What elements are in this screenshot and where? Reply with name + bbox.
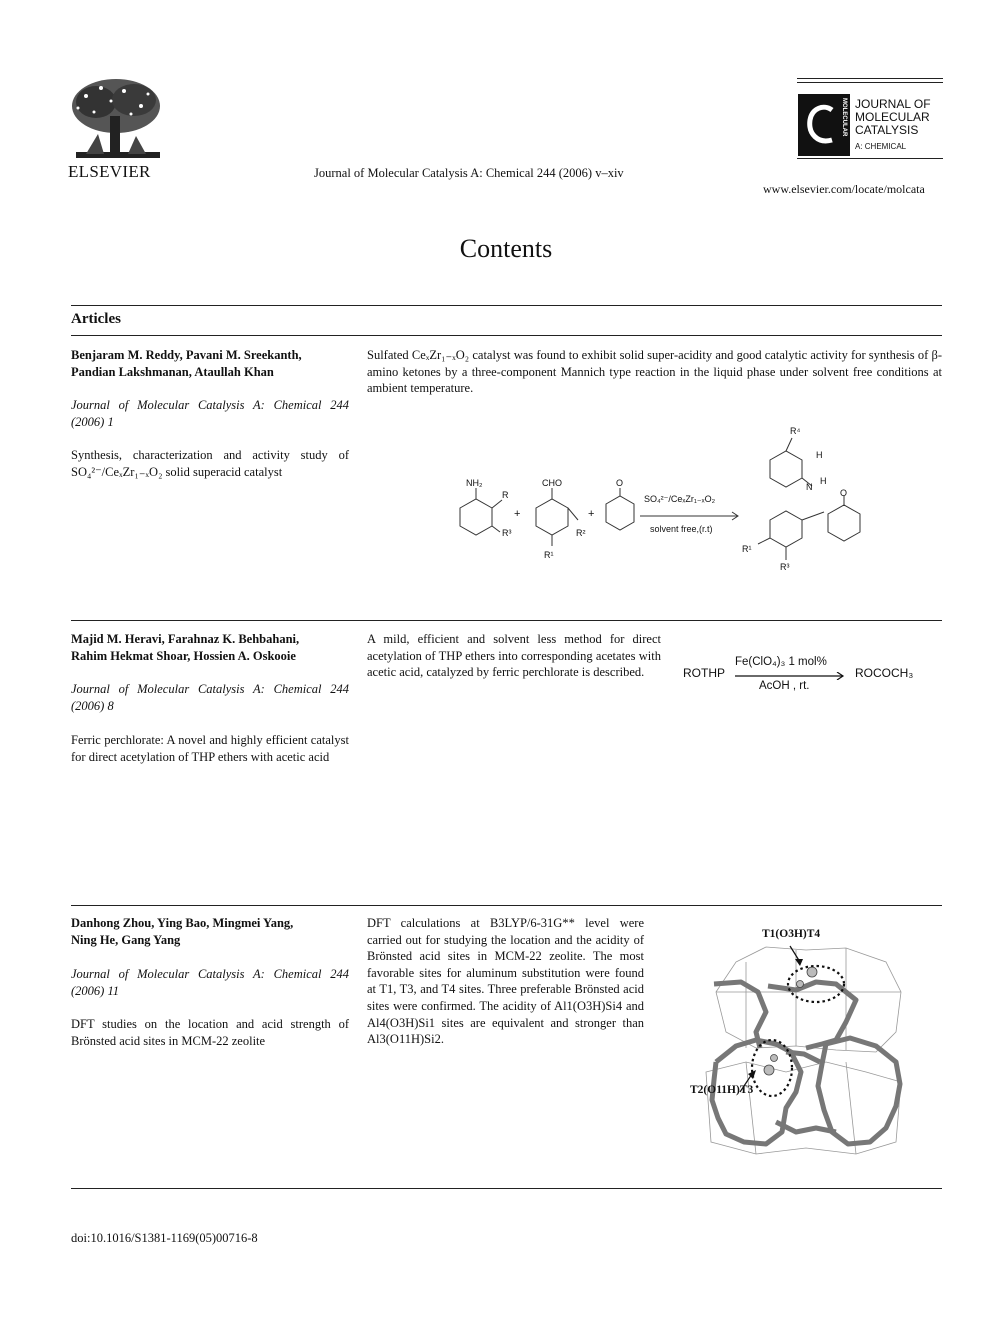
elsevier-tree-icon [66, 76, 166, 162]
article-title: Ferric perchlorate: A novel and highly efficient catalyst for direct acetylation of THP ethers with acetic acid [71, 733, 349, 764]
scheme-label: R³ [502, 528, 512, 538]
scheme-label: R⁴ [790, 426, 801, 436]
scheme-label: SO₄²⁻/CeₓZr₁₋ₓO₂ [644, 494, 716, 504]
publisher-name: ELSEVIER [68, 162, 151, 181]
journal-citation: Journal of Molecular Catalysis A: Chemical 244 (2006) v–xiv [314, 166, 624, 180]
scheme-label: N [806, 482, 813, 492]
scheme-label: H [820, 476, 827, 486]
figure-label-top: T1(O3H)T4 [762, 928, 821, 940]
journal-logo-side: MOLECULAR [841, 98, 847, 137]
scheme-label: H [816, 450, 823, 460]
acetylation-scheme [683, 654, 933, 698]
article-abstract: DFT calculations at B3LYP/6-31G** level were carried out for studying the location and the acidity of Brönsted acid sites in MCM-22 zeolite. The most favorable sites for aluminum substitution were found at T1, T3, and T4 sites. Three preferable Brönsted acid sites were confirmed. The acidity of Al1(O3H)Si4 and Al4(O3H)Si1 sites are equivalent and stronger than Al3(O11H)Si2. [367, 916, 644, 1047]
scheme-label: R¹ [544, 550, 554, 560]
figure-label-left: T2(O11H)T3 [690, 1084, 754, 1096]
page-title: Contents [459, 234, 553, 263]
journal-logo-line: JOURNAL OF [855, 97, 931, 111]
scheme-label: CHO [542, 478, 562, 488]
scheme-label: solvent free,(r.t) [650, 524, 713, 534]
scheme-label: R [502, 490, 509, 500]
article-title: DFT studies on the location and acid strength of Brönsted acid sites in MCM-22 zeolite [71, 1017, 349, 1048]
article-abstract: Sulfated CeₓZr₁₋ₓO₂ catalyst was found to exhibit solid super-acidity and good catalytic activity for synthesis of β-amino ketones by a three-component Mannich type reaction in the liquid phase under solvent free conditions at ambient temperature. [367, 348, 942, 396]
article-abstract: A mild, efficient and solvent less method for direct acetylation of THP ethers into corresponding acetates with acetic acid, catalyzed by ferric perchlorate is described. [367, 632, 661, 680]
scheme-label: R² [576, 528, 586, 538]
article-authors: Danhong Zhou, Ying Bao, Mingmei Yang, Ning He, Gang Yang [71, 916, 294, 947]
journal-url[interactable]: www.elsevier.com/locate/molcata [763, 182, 925, 196]
scheme-label: O [616, 478, 624, 488]
article-citation[interactable]: Journal of Molecular Catalysis A: Chemical 244 (2006) 1 [71, 398, 349, 429]
scheme-label: NH₂ [466, 478, 483, 488]
article-citation[interactable]: Journal of Molecular Catalysis A: Chemical 244 (2006) 11 [71, 967, 349, 998]
article-citation[interactable]: Journal of Molecular Catalysis A: Chemical 244 (2006) 8 [71, 682, 349, 713]
journal-logo-line: MOLECULAR [855, 110, 930, 124]
section-heading: Articles [71, 311, 121, 327]
journal-logo [797, 78, 943, 162]
scheme-label: R¹ [742, 544, 752, 554]
scheme-label: R³ [780, 562, 790, 572]
journal-logo-line: A: CHEMICAL [855, 142, 907, 151]
mannich-reaction-scheme [440, 420, 900, 580]
article-authors: Majid M. Heravi, Farahnaz K. Behbahani, Rahim Hekmat Shoar, Hossien A. Oskooie [71, 632, 300, 663]
article-title: Synthesis, characterization and activity study of SO₄²⁻/CeₓZr₁₋ₓO₂ solid superacid catalyst [71, 448, 349, 479]
scheme-label: + [588, 508, 595, 520]
journal-logo-line: CATALYSIS [855, 123, 919, 137]
scheme-product: ROCOCH₃ [855, 666, 914, 680]
article-authors: Benjaram M. Reddy, Pavani M. Sreekanth, Pandian Lakshmanan, Ataullah Khan [71, 348, 302, 379]
scheme-label: + [514, 508, 521, 520]
scheme-below-arrow: AcOH , rt. [759, 680, 810, 692]
scheme-reactant: ROTHP [683, 666, 725, 680]
scheme-label: O [840, 488, 848, 498]
doi[interactable]: doi:10.1016/S1381-1169(05)00716-8 [71, 1231, 258, 1245]
elsevier-logo [66, 76, 166, 182]
zeolite-structure-figure [686, 922, 916, 1164]
scheme-above-arrow: Fe(ClO₄)₃ 1 mol% [735, 656, 827, 668]
